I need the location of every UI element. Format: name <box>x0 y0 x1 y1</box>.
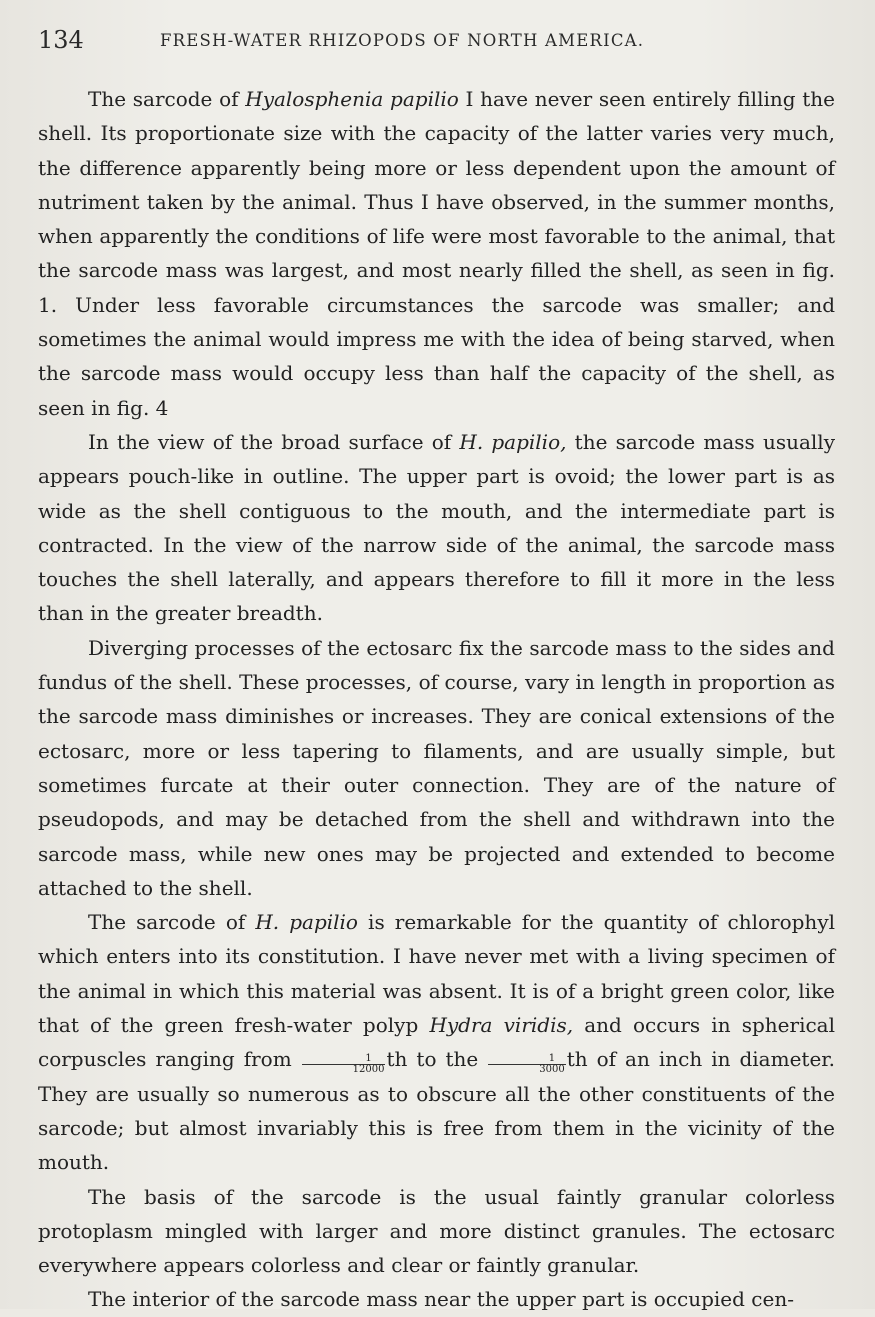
species-name: H. papilio <box>255 910 358 935</box>
paragraph-4 <box>38 905 835 1179</box>
species-name: Hydra viridis, <box>429 1013 574 1038</box>
fraction-numerator: 1 <box>488 1054 565 1065</box>
fraction-denominator: 12000 <box>352 1064 385 1076</box>
paragraph-4-text-c: and occurs in spherical corpuscles ranging from <box>38 1013 836 1072</box>
running-head <box>38 22 835 62</box>
species-name: H. papilio, <box>459 429 567 454</box>
paragraph-1 <box>38 82 835 425</box>
paragraph-4-text-d: th to the <box>386 1047 488 1072</box>
paragraph-4-text-b: is remarkable for the quantity of chlorophyl which enters into its constitution. I have never met with a living specimen of the animal in which this material was absent. It is of a bright green color, like that of the green fresh-water polyp <box>38 910 836 1038</box>
species-name: Hyalosphenia papilio <box>245 87 459 111</box>
page-number: 134 <box>38 26 84 54</box>
fraction-small <box>302 1054 386 1075</box>
body-text <box>38 82 835 1317</box>
paragraph-2 <box>38 425 835 631</box>
fraction-denominator: 3000 <box>539 1064 565 1076</box>
paragraph-2-text-a: In the view of the broad surface of <box>88 429 460 454</box>
paragraph-4-text-a: The sarcode of <box>88 910 256 935</box>
fraction-numerator: 1 <box>302 1054 386 1065</box>
paragraph-3: Diverging processes of the ectosarc fix the sarcode mass to the sides and fundus of the shell. These processes, of course, vary in length in proportion as the sarcode mass diminishes or increases. They are conical extensions of the ectosarc, more or less tapering to filaments, and are usually simple, but sometimes furcate at their outer connection. They are of the nature of pseudopods, and may be detached from the shell and withdrawn into the sarcode mass, while new ones may be projected and extended to become attached to the shell. <box>38 635 835 900</box>
fraction-large <box>488 1054 565 1075</box>
running-title: FRESH-WATER RHIZOPODS OF NORTH AMERICA. <box>160 31 645 50</box>
paragraph-2-text-b: the sarcode mass usually appears pouch-like in outline. The upper part is ovoid; the lower part is as wide as the shell contiguous to the mouth, and the intermediate part is contracted. In the view of the narrow side of the animal, the sarcode mass touches the shell laterally, and appears therefore to fill it more in the less than in the greater breadth. <box>38 429 835 626</box>
paragraph-5: The basis of the sarcode is the usual faintly granular colorless protoplasm mingled with larger and more distinct granules. The ectosarc everywhere appears colorless and clear or faintly granular. <box>38 1184 835 1278</box>
paragraph-4-text-e: th of an inch in diameter. They are usually so numerous as to obscure all the other constituents of the sarcode; but almost invariably this is free from them in the vicinity of the mouth. <box>38 1047 835 1175</box>
paragraph-1-text-b: I have never seen entirely filling the shell. Its proportionate size with the capacity of the latter varies very much, the difference apparently being more or less dependent upon the amount of nutriment taken by the animal. Thus I have observed, in the summer months, when apparently the conditions of life were most favorable to the animal, that the sarcode mass was largest, and most nearly filled the shell, as seen in fig. 1. Under less favorable circumstances the sarcode was smaller; and sometimes the animal would impress me with the idea of being starved, when the sarcode mass would occupy less than half the capacity of the shell, as seen in fig. 4 <box>38 87 836 420</box>
paragraph-1-text-a: The sarcode of <box>88 87 246 111</box>
paragraph-6: The interior of the sarcode mass near the upper part is occupied cen- <box>88 1287 794 1312</box>
